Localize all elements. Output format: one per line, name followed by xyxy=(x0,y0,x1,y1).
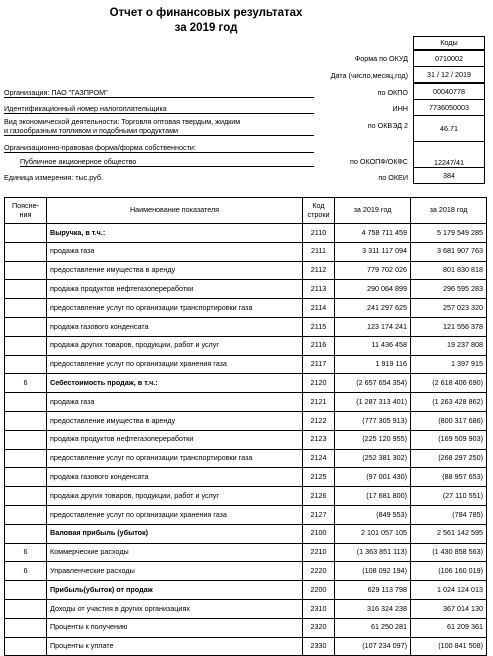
okopf-value: 12247/41 xyxy=(413,141,485,168)
row-name: Проценты к уплате xyxy=(47,637,303,656)
row-note xyxy=(5,468,47,487)
table-row xyxy=(5,374,487,393)
table-row xyxy=(5,449,487,468)
okved-value: 46.71 xyxy=(413,115,485,142)
row-note xyxy=(5,524,47,543)
activity-line2: и газообразным топливом и подобными продуктами xyxy=(4,126,314,136)
row-value-2018: (2 618 406 690) xyxy=(411,374,487,393)
row-note xyxy=(5,449,47,468)
row-code: 2122 xyxy=(303,411,335,430)
table-row xyxy=(5,524,487,543)
row-note xyxy=(5,261,47,280)
okpo-label: по ОКПО xyxy=(377,88,408,97)
okud-value: 0710002 xyxy=(413,50,485,67)
row-name: Выручка, в т.ч.: xyxy=(47,224,303,243)
table-row xyxy=(5,317,487,336)
row-note xyxy=(5,505,47,524)
header-indicator: Наименование показателя xyxy=(47,198,303,224)
row-name: Прибыль(убыток) от продаж xyxy=(47,581,303,600)
row-note xyxy=(5,355,47,374)
row-note xyxy=(5,411,47,430)
row-name: предоставление услуг по организации хранения газа xyxy=(47,505,303,524)
row-value-2018: 367 014 130 xyxy=(411,599,487,618)
row-value-2019: 1 919 116 xyxy=(335,355,411,374)
header-code: Код строки xyxy=(303,198,335,224)
row-code: 2120 xyxy=(303,374,335,393)
row-value-2019: 4 758 711 459 xyxy=(335,224,411,243)
row-value-2019: 290 064 899 xyxy=(335,280,411,299)
row-code: 2310 xyxy=(303,599,335,618)
row-note xyxy=(5,336,47,355)
table-row xyxy=(5,618,487,637)
row-value-2019: 316 324 238 xyxy=(335,599,411,618)
row-value-2018: (27 110 551) xyxy=(411,487,487,506)
financial-results-table xyxy=(4,197,487,656)
row-value-2018: 1 024 124 013 xyxy=(411,581,487,600)
inn-value: 7736050003 xyxy=(413,99,485,116)
row-code: 2116 xyxy=(303,336,335,355)
row-value-2018: (1 430 858 563) xyxy=(411,543,487,562)
row-value-2019: (777 305 913) xyxy=(335,411,411,430)
row-code: 2123 xyxy=(303,430,335,449)
row-value-2019: 629 113 798 xyxy=(335,581,411,600)
okei-value: 384 xyxy=(413,167,485,184)
row-value-2018: (784 785) xyxy=(411,505,487,524)
row-code: 2115 xyxy=(303,317,335,336)
row-value-2019: 779 702 026 xyxy=(335,261,411,280)
row-name: продажа продуктов нефтегазопереработки xyxy=(47,280,303,299)
row-note xyxy=(5,581,47,600)
row-value-2018: 296 595 283 xyxy=(411,280,487,299)
row-name: продажа продуктов нефтегазопереработки xyxy=(47,430,303,449)
row-value-2018: (1 263 428 862) xyxy=(411,393,487,412)
row-note: 6 xyxy=(5,374,47,393)
row-note xyxy=(5,487,47,506)
inn-label: ИНН xyxy=(392,104,408,113)
row-note: 6 xyxy=(5,562,47,581)
table-header-row xyxy=(5,198,487,224)
row-note: 6 xyxy=(5,543,47,562)
table-row xyxy=(5,543,487,562)
table-row xyxy=(5,355,487,374)
row-code: 2210 xyxy=(303,543,335,562)
row-value-2019: 3 311 117 094 xyxy=(335,242,411,261)
row-value-2019: 61 250 281 xyxy=(335,618,411,637)
header-2018: за 2018 год xyxy=(411,198,487,224)
row-note xyxy=(5,618,47,637)
row-value-2018: 257 023 320 xyxy=(411,299,487,318)
row-value-2018: (800 317 686) xyxy=(411,411,487,430)
row-name: Управленческие расходы xyxy=(47,562,303,581)
row-code: 2114 xyxy=(303,299,335,318)
table-row xyxy=(5,637,487,656)
row-value-2019: (225 120 955) xyxy=(335,430,411,449)
activity-line1: Вид экономической деятельности: Торговля оптовая твердым, жидким xyxy=(4,117,241,126)
row-value-2018: (106 160 019) xyxy=(411,562,487,581)
row-code: 2124 xyxy=(303,449,335,468)
row-value-2018: (169 509 903) xyxy=(411,430,487,449)
row-value-2019: 11 436 458 xyxy=(335,336,411,355)
row-name: продажа газа xyxy=(47,242,303,261)
row-note xyxy=(5,637,47,656)
table-row xyxy=(5,562,487,581)
row-code: 2320 xyxy=(303,618,335,637)
row-value-2019: (17 681 800) xyxy=(335,487,411,506)
activity-label xyxy=(4,117,314,136)
row-value-2019: 123 174 241 xyxy=(335,317,411,336)
legal-form-label: Организационно-правовая форма/форма собственности: xyxy=(4,143,314,153)
row-name: продажа других товаров, продукции, работ и услуг xyxy=(47,487,303,506)
row-name: Доходы от участия в других организациях xyxy=(47,599,303,618)
row-name: Коммерческие расходы xyxy=(47,543,303,562)
row-note xyxy=(5,393,47,412)
table-row xyxy=(5,505,487,524)
row-value-2019: (107 234 097) xyxy=(335,637,411,656)
legal-form-value: Публичное акционерное общество xyxy=(20,157,314,167)
row-note xyxy=(5,317,47,336)
row-code: 2117 xyxy=(303,355,335,374)
row-name: предоставление имущества в аренду xyxy=(47,261,303,280)
row-value-2019: (1 287 313 401) xyxy=(335,393,411,412)
row-value-2018: 1 397 915 xyxy=(411,355,487,374)
codes-header: Коды xyxy=(413,36,485,50)
report-title-line1: Отчет о финансовых результатах xyxy=(109,7,303,19)
row-value-2019: 241 297 625 xyxy=(335,299,411,318)
row-code: 2113 xyxy=(303,280,335,299)
row-code: 2112 xyxy=(303,261,335,280)
table-row xyxy=(5,280,487,299)
table-body xyxy=(5,224,487,656)
row-value-2018: 801 830 818 xyxy=(411,261,487,280)
row-value-2018: (268 297 250) xyxy=(411,449,487,468)
row-name: Валовая прибыль (убыток) xyxy=(47,524,303,543)
row-value-2019: (1 363 851 113) xyxy=(335,543,411,562)
row-value-2018: (100 841 508) xyxy=(411,637,487,656)
row-note xyxy=(5,599,47,618)
row-code: 2121 xyxy=(303,393,335,412)
row-name: предоставление имущества в аренду xyxy=(47,411,303,430)
row-name: продажа газового конденсата xyxy=(47,317,303,336)
row-note xyxy=(5,430,47,449)
row-note xyxy=(5,299,47,318)
row-value-2019: (97 001 430) xyxy=(335,468,411,487)
row-value-2018: 121 556 378 xyxy=(411,317,487,336)
table-row xyxy=(5,599,487,618)
table-row xyxy=(5,430,487,449)
report-title xyxy=(0,6,412,36)
okopf-label: по ОКОПФ/ОКФС xyxy=(350,157,408,166)
row-value-2018: 2 561 142 595 xyxy=(411,524,487,543)
row-code: 2125 xyxy=(303,468,335,487)
date-label: Дата (число,месяц,год) xyxy=(330,71,408,80)
table-row xyxy=(5,487,487,506)
org-label: Организация: ПАО "ГАЗПРОМ" xyxy=(4,88,314,98)
okei-label: по ОКЕИ xyxy=(378,173,408,182)
row-note xyxy=(5,280,47,299)
row-value-2019: (252 381 302) xyxy=(335,449,411,468)
row-name: предоставление услуг по организации хранения газа xyxy=(47,355,303,374)
row-code: 2330 xyxy=(303,637,335,656)
row-value-2018: 5 179 549 285 xyxy=(411,224,487,243)
row-code: 2111 xyxy=(303,242,335,261)
table-row xyxy=(5,299,487,318)
table-row xyxy=(5,468,487,487)
row-value-2018: 19 237 808 xyxy=(411,336,487,355)
date-value: 31 / 12 / 2019 xyxy=(413,66,485,83)
table-row xyxy=(5,581,487,600)
row-name: предоставление услуг по организации транспортировки газа xyxy=(47,299,303,318)
table-row xyxy=(5,224,487,243)
okud-label: Форма по ОКУД xyxy=(354,54,408,63)
row-code: 2110 xyxy=(303,224,335,243)
row-value-2019: (108 092 194) xyxy=(335,562,411,581)
report-title-line2: за 2019 год xyxy=(174,22,238,34)
row-name: продажа других товаров, продукции, работ и услуг xyxy=(47,336,303,355)
row-value-2019: (2 657 654 354) xyxy=(335,374,411,393)
header-notes: Поясне-ния xyxy=(5,198,47,224)
table-row xyxy=(5,336,487,355)
row-note xyxy=(5,242,47,261)
row-name: продажа газа xyxy=(47,393,303,412)
table-row xyxy=(5,411,487,430)
row-value-2019: (849 553) xyxy=(335,505,411,524)
row-value-2018: 3 681 907 763 xyxy=(411,242,487,261)
row-value-2018: 61 209 361 xyxy=(411,618,487,637)
inn-text-label: Идентификационный номер налогоплательщика xyxy=(4,104,314,114)
row-name: Проценты к получению xyxy=(47,618,303,637)
row-name: продажа газового конденсата xyxy=(47,468,303,487)
row-note xyxy=(5,224,47,243)
header-2019: за 2019 год xyxy=(335,198,411,224)
row-code: 2200 xyxy=(303,581,335,600)
row-value-2019: 2 101 057 105 xyxy=(335,524,411,543)
row-name: Себестоимость продаж, в т.ч.: xyxy=(47,374,303,393)
row-code: 2220 xyxy=(303,562,335,581)
row-value-2018: (88 957 653) xyxy=(411,468,487,487)
row-code: 2126 xyxy=(303,487,335,506)
okpo-value: 00040778 xyxy=(413,83,485,100)
row-code: 2127 xyxy=(303,505,335,524)
unit-label: Единица измерения: тыс.руб. xyxy=(4,173,103,182)
table-row xyxy=(5,242,487,261)
okved-label: по ОКВЭД 2 xyxy=(367,121,408,130)
row-code: 2100 xyxy=(303,524,335,543)
table-row xyxy=(5,261,487,280)
table-row xyxy=(5,393,487,412)
row-name: предоставление услуг по организации транспортировки газа xyxy=(47,449,303,468)
